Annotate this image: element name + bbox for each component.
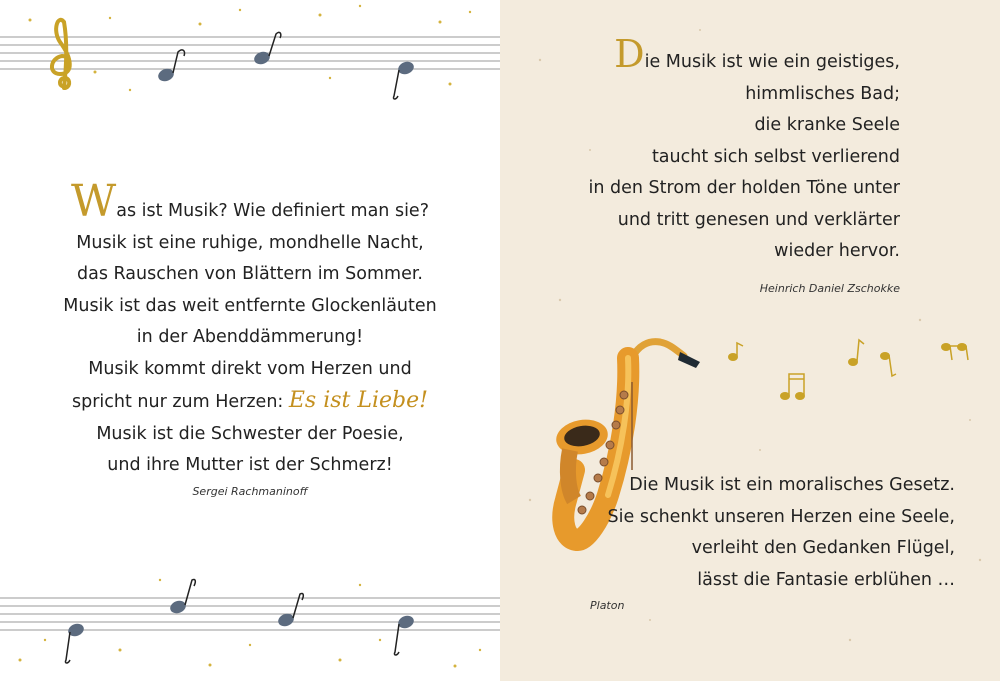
music-note-icon: [156, 50, 184, 83]
drop-cap: D: [614, 32, 645, 76]
zschokke-quote: [560, 32, 900, 268]
quote-line: die kranke Seele: [754, 115, 900, 135]
quote-author: Heinrich Daniel Zschokke: [759, 282, 900, 295]
quote-line: spricht nur zum Herzen: Es ist Liebe!: [72, 388, 428, 413]
music-note-icon: [394, 614, 415, 655]
quote-line: himmlisches Bad;: [745, 83, 900, 104]
music-note-icon: [880, 352, 896, 376]
quote-author: Sergei Rachmaninoff: [192, 485, 308, 498]
quote-line: Musik ist das weit entfernte Glockenläuten: [63, 295, 437, 316]
music-note-icon: [65, 622, 85, 663]
quote-line: lässt die Fantasie erblühen …: [697, 569, 955, 590]
quote-line: Sie schenkt unseren Herzen eine Seele,: [607, 506, 955, 527]
emphasis-text: Es ist Liebe!: [288, 388, 428, 413]
quote-line: Die Musik ist ein moralisches Gesetz.: [629, 475, 955, 495]
quote-line: und ihre Mutter ist der Schmerz!: [107, 455, 393, 475]
quote-line: in den Strom der holden Töne unter: [588, 178, 900, 198]
quote-line: und tritt genesen und verklärter: [617, 209, 900, 230]
quote-line: Musik kommt direkt vom Herzen und: [88, 358, 412, 379]
quote-line: Was ist Musik? Wie definiert man sie?: [70, 176, 429, 227]
quote-line: Musik ist die Schwester der Poesie,: [96, 423, 404, 444]
music-note-icon: [393, 60, 415, 99]
music-note-icon: [728, 343, 743, 361]
quote-author: Platon: [590, 599, 625, 612]
quote-line: das Rauschen von Blättern im Sommer.: [77, 264, 423, 284]
platon-quote: [560, 470, 955, 596]
quote-line: verleiht den Gedanken Flügel,: [691, 538, 955, 558]
quote-line: Die Musik ist wie ein geistiges,: [614, 32, 900, 76]
music-note-icon: [848, 340, 864, 366]
quote-line: in der Abenddämmerung!: [136, 327, 364, 347]
quote-line: taucht sich selbst verlierend: [651, 146, 900, 167]
quote-line: Musik ist eine ruhige, mondhelle Nacht,: [76, 232, 424, 253]
drop-cap: W: [70, 176, 117, 227]
music-note-icon: [276, 593, 303, 628]
music-note-icon: [780, 374, 805, 400]
music-note-icon: [168, 579, 195, 615]
rachmaninoff-quote: [20, 176, 480, 482]
music-note-icon: [941, 343, 968, 360]
treble-clef-icon: [52, 20, 70, 88]
quote-line: wieder hervor.: [774, 241, 900, 261]
